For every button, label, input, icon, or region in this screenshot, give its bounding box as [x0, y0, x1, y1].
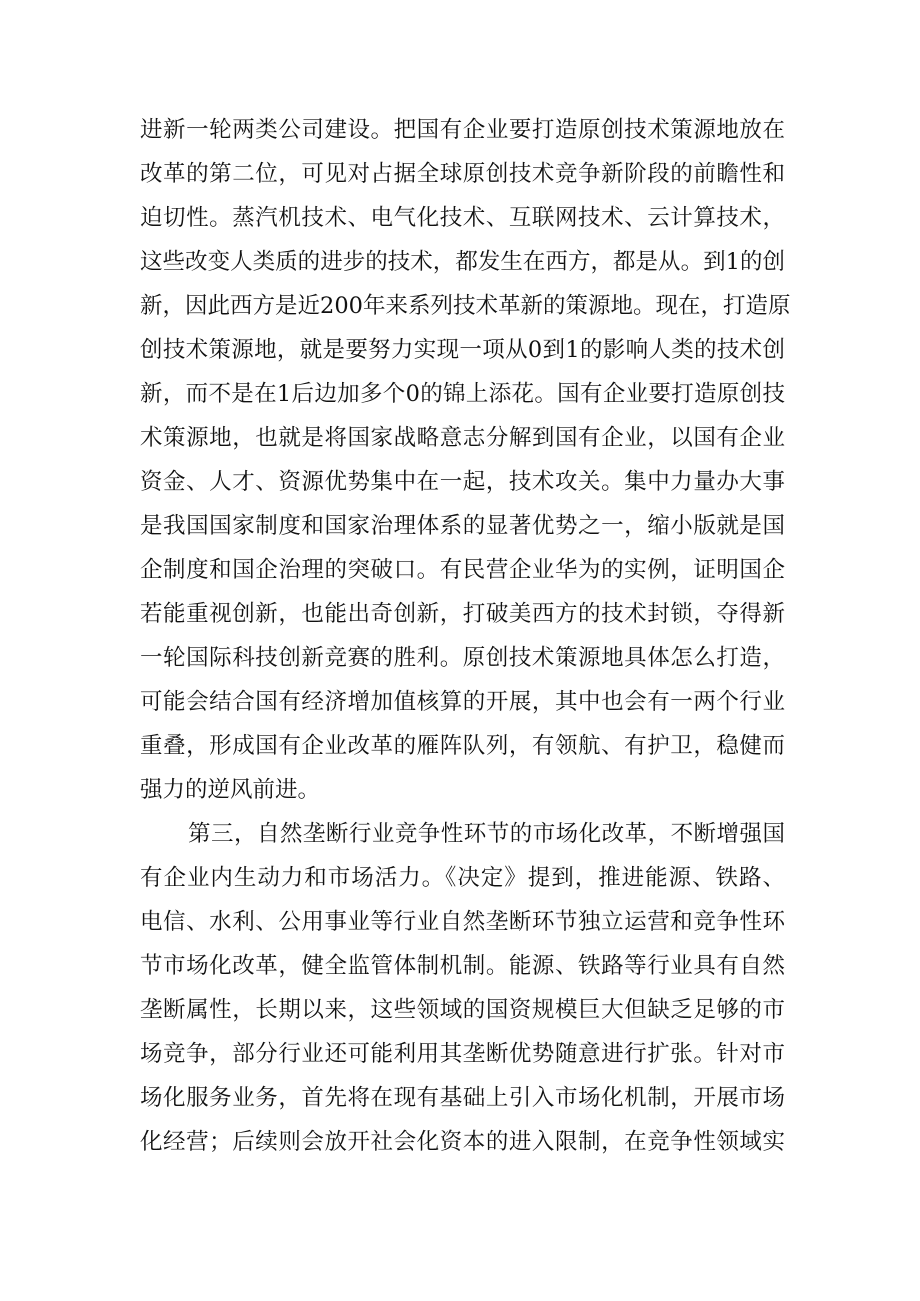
text-line: 场化服务业务，首先将在现有基础上引入市场化机制，开展市场	[140, 1085, 785, 1111]
paragraph-first-line: 第三，自然垄断行业竞争性环节的市场化改革，不断增强国	[188, 821, 785, 847]
text-line: 有企业内生动力和市场活力。《决定》提到，推进能源、铁路、	[140, 865, 785, 891]
text-line: 企制度和国企治理的突破口。有民营企业华为的实例，证明国企	[140, 557, 785, 583]
text-line: 改革的第二位，可见对占据全球原创技术竞争新阶段的前瞻性和	[140, 161, 785, 187]
text-line: 可能会结合国有经济增加值核算的开展，其中也会有一两个行业	[140, 689, 785, 715]
text-line: 若能重视创新，也能出奇创新，打破美西方的技术封锁，夺得新	[140, 601, 785, 627]
text-line: 场竞争，部分行业还可能利用其垄断优势随意进行扩张。针对市	[140, 1041, 785, 1067]
text-line: 术策源地，也就是将国家战略意志分解到国有企业，以国有企业	[140, 425, 785, 451]
text-line: 化经营；后续则会放开社会化资本的进入限制，在竞争性领域实	[140, 1129, 785, 1155]
text-line: 重叠，形成国有企业改革的雁阵队列，有领航、有护卫，稳健而	[140, 733, 785, 759]
text-line: 新，因此西方是近200年来系列技术革新的策源地。现在，打造原	[140, 293, 791, 319]
text-line: 节市场化改革，健全监管体制机制。能源、铁路等行业具有自然	[140, 953, 785, 979]
text-line: 垄断属性，长期以来，这些领域的国资规模巨大但缺乏足够的市	[140, 997, 785, 1023]
text-line: 电信、水利、公用事业等行业自然垄断环节独立运营和竞争性环	[140, 909, 785, 935]
text-line: 强力的逆风前进。	[140, 777, 321, 803]
text-line: 新，而不是在1后边加多个0的锦上添花。国有企业要打造原创技	[140, 381, 785, 407]
text-line: 一轮国际科技创新竞赛的胜利。原创技术策源地具体怎么打造，	[140, 645, 785, 671]
text-line: 资金、人才、资源优势集中在一起，技术攻关。集中力量办大事	[140, 469, 785, 495]
text-line: 是我国国家制度和国家治理体系的显著优势之一，缩小版就是国	[140, 513, 785, 539]
text-line: 迫切性。蒸汽机技术、电气化技术、互联网技术、云计算技术，	[140, 205, 785, 231]
text-line: 创技术策源地，就是要努力实现一项从0到1的影响人类的技术创	[140, 337, 785, 363]
text-line: 进新一轮两类公司建设。把国有企业要打造原创技术策源地放在	[140, 117, 785, 143]
text-line: 这些改变人类质的进步的技术，都发生在西方，都是从。到1的创	[140, 249, 785, 275]
